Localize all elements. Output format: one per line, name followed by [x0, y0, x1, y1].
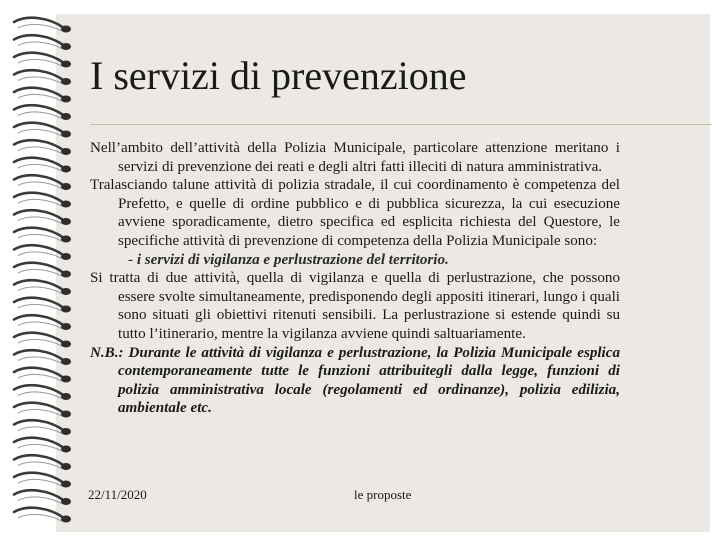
paragraph-patrol: Si tratta di due attività, quella di vigilanza e quella di perlustrazione, che possono essere svolte simultaneamente, predisponendo degli appositi itinerari, lungo i quali sono situati gli obiettivi ritenuti sensibili. La perlustrazione si estende quindi su tutto l’itinerario, mentre la vigilanza avviene quindi saltuariamente.: [90, 270, 620, 342]
spiral-ring-icon: [14, 210, 71, 225]
slide-title: I servizi di prevenzione: [90, 53, 467, 98]
spiral-ring-icon: [14, 490, 71, 505]
spiral-ring-icon: [14, 368, 71, 383]
spiral-ring-icon: [14, 350, 71, 365]
spiral-ring-icon: [14, 70, 71, 85]
spiral-ring-icon: [14, 105, 71, 120]
spiral-ring-icon: [14, 315, 71, 330]
spiral-ring-icon: [14, 438, 71, 453]
spiral-ring-icon: [14, 280, 71, 295]
spiral-ring-icon: [14, 420, 71, 435]
spiral-ring-icon: [14, 245, 71, 260]
spiral-ring-icon: [14, 123, 71, 138]
note-paragraph: N.B.: Durante le attività di vigilanza e perlustrazione, la Polizia Municipale esplica contemporaneamente tutte le funzioni attribuitegli dalla legge, funzioni di polizia amministrativa locale (regolamenti ed ordinanze), polizia edilizia, ambientale etc.: [90, 344, 620, 417]
spiral-ring-icon: [14, 18, 71, 33]
spiral-ring-icon: [14, 228, 71, 243]
spiral-ring-icon: [14, 455, 71, 470]
title-divider: [90, 124, 712, 125]
spiral-ring-icon: [14, 88, 71, 103]
footer-label: le proposte: [354, 487, 412, 502]
paragraph-activities: Tralasciando talune attività di polizia stradale, il cui coordinamento è competenza del Prefetto, e quelle di ordine pubblico e di pubblica sicurezza, la cui esecuzione avviene sporadicamente, dietro specifica ed esplicita richiesta del Questore, le specifiche attività di prevenzione di competenza della Polizia Municipale sono:: [90, 177, 620, 249]
spiral-ring-icon: [14, 175, 71, 190]
spiral-ring-icon: [14, 403, 71, 418]
bullet-text: i servizi di vigilanza e perlustrazione del territorio.: [136, 251, 449, 268]
spiral-ring-icon: [14, 263, 71, 278]
spiral-ring-icon: [14, 473, 71, 488]
spiral-binding-icon: [0, 0, 90, 540]
slide-body: [90, 139, 620, 418]
bullet-marker: -: [128, 251, 134, 268]
spiral-ring-icon: [14, 193, 71, 208]
spiral-ring-icon: [14, 333, 71, 348]
spiral-ring-icon: [14, 298, 71, 313]
paragraph-intro: Nell’ambito dell’attività della Polizia Municipale, particolare attenzione meritano i servizi di prevenzione dei reati e degli altri fatti illeciti di natura amministrativa.: [90, 140, 620, 175]
spiral-ring-icon: [14, 140, 71, 155]
spiral-ring-icon: [14, 385, 71, 400]
footer-date: 22/11/2020: [88, 487, 147, 502]
bullet-item: [90, 251, 620, 270]
spiral-ring-icon: [14, 158, 71, 173]
spiral-ring-icon: [14, 35, 71, 50]
spiral-ring-icon: [14, 53, 71, 68]
spiral-ring-icon: [14, 508, 71, 523]
